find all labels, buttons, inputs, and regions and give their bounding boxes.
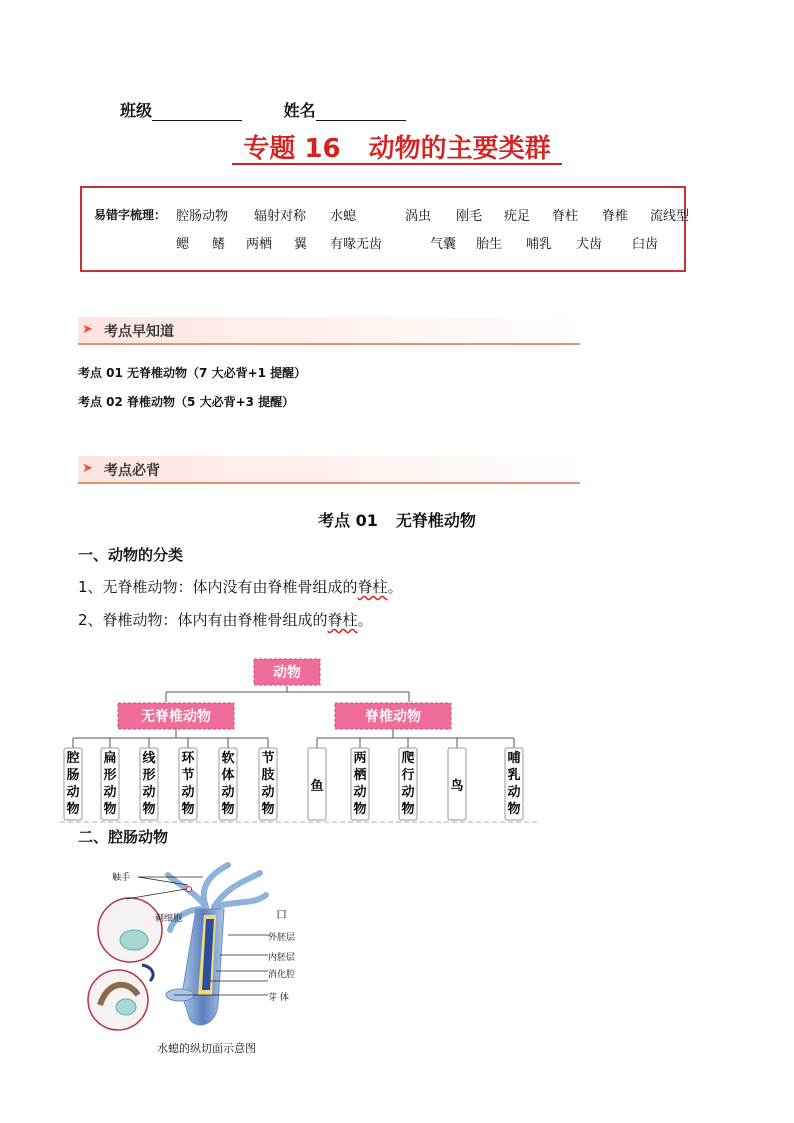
tree-leaf-char: 肠	[66, 768, 80, 783]
error-word: 犬齿	[576, 237, 603, 252]
label-mouth: 口	[276, 908, 287, 921]
tree-leaf-char: 鱼	[310, 779, 324, 794]
tree-leaf-char: 软	[221, 751, 235, 766]
header-line	[120, 98, 442, 121]
tree-leaf-char: 物	[507, 802, 521, 817]
error-word: 臼齿	[632, 237, 659, 252]
tree-root-animal-text: 动物	[273, 665, 301, 681]
tree-leaf-char: 物	[142, 802, 156, 817]
p1-spine-word: 脊柱	[357, 578, 388, 596]
p2-end: 。	[357, 611, 373, 629]
tree-leaf-char: 栖	[353, 768, 367, 783]
error-word: 胎生	[476, 237, 503, 252]
section-header-must-know	[78, 456, 580, 484]
label-tentacle: 触手	[112, 873, 131, 883]
heading-classification: 一、动物的分类	[78, 546, 184, 564]
tree-leaf-char: 两	[353, 751, 367, 766]
hydra-caption: 水螅的纵切面示意图	[157, 1042, 256, 1055]
tree-node-vertebrate-text: 脊椎动物	[365, 709, 421, 725]
page-title	[0, 128, 794, 165]
kp-item-2: 考点 02 脊椎动物（5 大必背+3 提醒）	[78, 395, 295, 409]
p2-text: 2、脊椎动物：体内有由脊椎骨组成的	[78, 611, 328, 629]
tree-leaf-char: 动	[261, 785, 275, 800]
label-endoderm: 内胚层	[268, 953, 296, 963]
kp-item-1: 考点 01 无脊椎动物（7 大必背+1 提醒）	[78, 366, 307, 380]
p1-end: 。	[387, 578, 403, 596]
arrow-icon: ➤	[82, 461, 93, 476]
discharge-zoom-circle	[88, 970, 148, 1030]
tree-leaf-char: 动	[66, 785, 80, 800]
kp01-heading	[0, 508, 794, 531]
class-label: 班级	[120, 101, 153, 120]
title-underline	[232, 163, 562, 165]
tree-leaf-char: 环	[181, 751, 195, 766]
label-digestive-cavity: 消化腔	[268, 970, 296, 980]
tree-leaf-char: 扁	[103, 751, 117, 766]
tree-leaf-char: 腔	[66, 751, 80, 766]
classification-tree	[0, 650, 794, 830]
tree-leaf-char: 动	[507, 785, 521, 800]
label-cnidocyte: 刺细胞	[155, 914, 183, 924]
tree-root-animal	[254, 659, 320, 685]
paragraph-invertebrate	[78, 576, 403, 597]
tree-leaf-char: 节	[261, 751, 275, 766]
error-word: 脊椎	[602, 209, 629, 224]
tree-leaf-char: 动	[181, 785, 195, 800]
tree-leaf-char: 行	[401, 768, 415, 783]
tree-leaf-char: 乳	[507, 768, 521, 783]
arrow-icon: ➤	[82, 322, 93, 337]
section-header-preview	[78, 317, 580, 345]
label-bud: 芽 体	[268, 993, 289, 1003]
tree-node-invertebrate	[118, 703, 234, 729]
tree-leaf-char: 线	[142, 751, 156, 766]
kp01-number: 考点 01	[318, 511, 378, 530]
tree-leaf-inv-0	[64, 748, 82, 820]
tree-leaf-char: 物	[221, 802, 235, 817]
tree-leaf-char: 动	[353, 785, 367, 800]
tree-leaf-ver-1	[351, 748, 369, 820]
tree-node-invertebrate-text: 无脊椎动物	[141, 709, 211, 725]
name-blank[interactable]	[316, 104, 406, 121]
tree-leaf-inv-2	[140, 748, 158, 820]
error-word: 两栖	[246, 237, 273, 252]
error-word: 翼	[294, 237, 308, 252]
error-word: 鳍	[212, 237, 226, 252]
error-word: 腔肠动物	[176, 209, 229, 224]
error-box-label: 易错字梳理：	[94, 208, 167, 222]
error-word: 哺乳	[526, 237, 553, 252]
tree-node-vertebrate	[335, 703, 451, 729]
tree-leaf-char: 节	[181, 768, 195, 783]
error-word: 水螅	[330, 209, 357, 224]
error-word: 辐射对称	[254, 209, 307, 224]
tree-leaf-char: 物	[66, 802, 80, 817]
tree-leaf-char: 鸟	[450, 779, 464, 794]
tree-leaf-char: 形	[142, 768, 156, 783]
tree-leaf-ver-4	[505, 748, 523, 820]
tree-leaf-ver-2	[399, 748, 417, 820]
kp01-title: 无脊椎动物	[395, 511, 476, 530]
label-ectoderm: 外胚层	[268, 933, 296, 943]
error-word: 脊柱	[552, 209, 579, 224]
tree-leaf-ver-3	[448, 748, 466, 820]
tree-leaf-char: 物	[181, 802, 195, 817]
tree-leaf-char: 爬	[401, 751, 415, 766]
tree-leaf-char: 物	[261, 802, 275, 817]
class-blank[interactable]	[152, 104, 242, 121]
section-title: 考点早知道	[104, 324, 174, 340]
error-word: 刚毛	[456, 209, 483, 224]
tree-leaf-inv-3	[179, 748, 197, 820]
tree-leaf-char: 动	[401, 785, 415, 800]
tree-leaf-char: 肢	[261, 768, 275, 783]
tree-leaf-ver-0	[308, 748, 326, 820]
error-word: 气囊	[430, 237, 457, 252]
error-prone-box	[80, 186, 690, 272]
tree-leaf-char: 动	[221, 785, 235, 800]
tree-leaf-inv-5	[259, 748, 277, 820]
tree-leaf-char: 物	[401, 802, 415, 817]
p2-spine-word: 脊柱	[327, 611, 358, 629]
tree-leaf-char: 体	[221, 768, 235, 783]
tree-leaf-char: 动	[103, 785, 117, 800]
error-word: 鳃	[176, 237, 190, 252]
tree-leaf-inv-1	[101, 748, 119, 820]
tree-leaf-char: 形	[103, 768, 117, 783]
name-label: 姓名	[283, 101, 316, 120]
heading-coelenterate: 二、腔肠动物	[78, 828, 169, 846]
tree-leaf-char: 哺	[507, 751, 521, 766]
section-title: 考点必背	[104, 463, 160, 479]
error-word: 流线型	[650, 209, 690, 224]
title-topic-number: 专题 16	[243, 134, 341, 164]
p1-text: 1、无脊椎动物：体内没有由脊椎骨组成的	[78, 578, 358, 596]
error-word: 涡虫	[405, 209, 432, 224]
tree-leaf-char: 物	[353, 802, 367, 817]
tree-leaf-char: 物	[103, 802, 117, 817]
tree-leaf-char: 动	[142, 785, 156, 800]
paragraph-vertebrate	[78, 609, 373, 630]
error-word: 有喙无齿	[330, 237, 383, 252]
curved-arrow-icon	[142, 965, 153, 981]
tree-leaf-inv-4	[219, 748, 237, 820]
error-word: 疣足	[504, 209, 531, 224]
title-topic-name: 动物的主要类群	[368, 134, 551, 164]
